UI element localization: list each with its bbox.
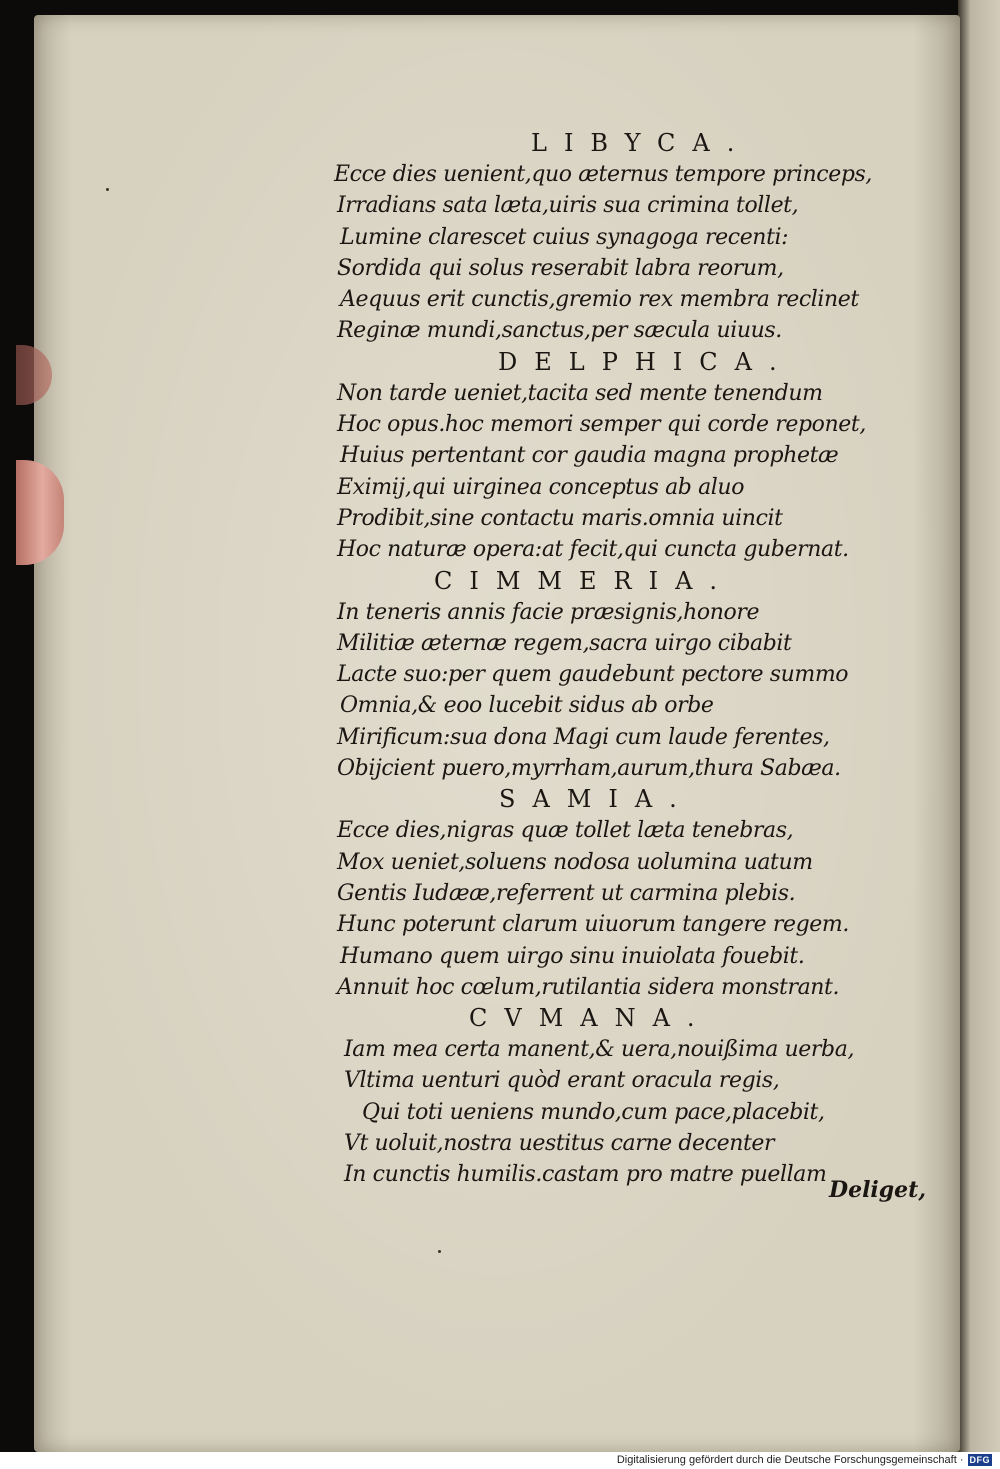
verse-line: Prodibit,sine contactu maris.omnia uincit bbox=[337, 505, 783, 531]
verse-line: Sordida qui solus reserabit labra reorum, bbox=[337, 255, 784, 281]
verse-line: Reginæ mundi,sanctus,per sæcula uiuus. bbox=[337, 318, 782, 344]
verse-line: Lacte suo:per quem gaudebunt pectore summo bbox=[337, 662, 849, 688]
verse-line: Lumine clarescet cuius synagoga recenti: bbox=[340, 224, 789, 250]
verse-line: Iam mea certa manent,& uera,nouißima uerba, bbox=[344, 1037, 855, 1063]
section-heading: DELPHICA. bbox=[498, 347, 794, 376]
verse-line: Omnia,& eoo lucebit sidus ab orbe bbox=[340, 693, 714, 719]
verse-line: Militiæ æternæ regem,sacra uirgo cibabit bbox=[337, 630, 792, 656]
section-heading: CVMANA. bbox=[469, 1004, 712, 1033]
verse-line: Annuit hoc cœlum,rutilantia sidera monstrant. bbox=[337, 974, 840, 1000]
verse-line: Irradians sata læta,uiris sua crimina tollet, bbox=[337, 193, 799, 219]
verse-line: Qui toti ueniens mundo,cum pace,placebit, bbox=[362, 1099, 825, 1125]
verse-line: In cunctis humilis.castam pro matre puellam bbox=[344, 1162, 827, 1188]
verse-line: Eximij,qui uirginea conceptus ab aluo bbox=[337, 474, 745, 500]
verse-line: Mirificum:sua dona Magi cum laude ferentes, bbox=[337, 724, 830, 750]
finger-shadow bbox=[16, 345, 52, 405]
verse-line: Hoc naturæ opera:at fecit,qui cuncta gubernat. bbox=[337, 537, 849, 563]
facing-page-edge bbox=[958, 0, 1000, 1452]
paper-speck bbox=[438, 1250, 441, 1253]
verse-line: Ecce dies,nigras quæ tollet læta tenebras, bbox=[337, 818, 794, 844]
verse-line: In teneris annis facie præsignis,honore bbox=[337, 599, 760, 625]
section-heading: CIMMERIA. bbox=[434, 566, 735, 595]
verse-line: Huius pertentant cor gaudia magna prophetæ bbox=[340, 443, 839, 469]
holding-finger bbox=[16, 460, 64, 565]
book-page bbox=[34, 15, 960, 1452]
verse-line: Hunc poterunt clarum uiuorum tangere regem. bbox=[337, 912, 849, 938]
verse-line: Non tarde ueniet,tacita sed mente tenendum bbox=[337, 380, 823, 406]
catchword: Deliget, bbox=[829, 1177, 926, 1203]
dfg-logo: DFG bbox=[969, 1455, 990, 1466]
section-heading: LIBYCA. bbox=[531, 129, 752, 157]
digitization-credit bbox=[617, 1453, 992, 1468]
verse-line: Mox ueniet,soluens nodosa uolumina uatum bbox=[337, 849, 813, 875]
verse-line: Vt uoluit,nostra uestitus carne decenter bbox=[344, 1131, 775, 1157]
verse-line: Vltima uenturi quòd erant oracula regis, bbox=[344, 1068, 780, 1094]
verse-line: Aequus erit cunctis,gremio rex membra reclinet bbox=[340, 287, 859, 313]
page-text bbox=[334, 128, 934, 1191]
verse-line: Obijcient puero,myrrham,aurum,thura Sabæa. bbox=[337, 756, 841, 782]
verse-line: Gentis Iudææ,referrent ut carmina plebis. bbox=[337, 880, 796, 906]
verse-line: Humano quem uirgo sinu inuiolata fouebit. bbox=[340, 943, 805, 969]
paper-speck bbox=[106, 188, 109, 191]
verse-line: Ecce dies uenient,quo æternus tempore princeps, bbox=[334, 162, 873, 187]
section-heading: SAMIA. bbox=[499, 785, 694, 814]
credit-text: Digitalisierung gefördert durch die Deutsche Forschungsgemeinschaft · bbox=[616, 1454, 964, 1466]
verse-line: Hoc opus.hoc memori semper qui corde reponet, bbox=[337, 412, 866, 438]
